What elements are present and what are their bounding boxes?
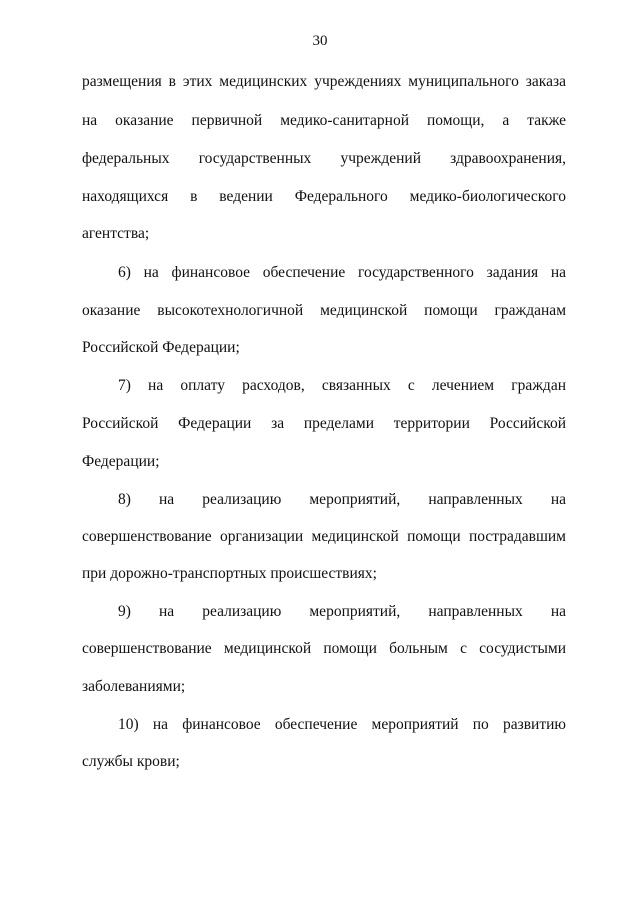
text-line: на оказание первичной медико-санитарной помощи, а также [82,112,566,129]
text-line: службы крови; [82,753,180,770]
text-line: Российской Федерации за пределами территории Российской [82,415,566,432]
text-line: Российской Федерации; [82,339,240,356]
text-line: совершенствование организации медицинской помощи пострадавшим [82,528,566,545]
text-line: совершенствование медицинской помощи больным с сосудистыми [82,640,566,657]
text-line: находящихся в ведении Федерального медико-биологического [82,188,566,205]
text-line: агентства; [82,225,150,242]
list-item-10-line: 10) на финансовое обеспечение мероприятий по развитию [118,716,566,733]
list-item-7-line: 7) на оплату расходов, связанных с лечением граждан [118,377,566,394]
page-number: 30 [312,33,328,49]
text-line: Федерации; [82,453,160,470]
text-line: заболеваниями; [82,678,186,695]
text-line: при дорожно-транспортных происшествиях; [82,565,377,582]
list-item-8-line: 8) на реализацию мероприятий, направленных на [118,491,566,508]
text-line: оказание высокотехнологичной медицинской помощи гражданам [82,302,566,319]
list-item-9-line: 9) на реализацию мероприятий, направленных на [118,603,566,620]
text-line: федеральных государственных учреждений здравоохранения, [82,150,566,167]
list-item-6-line: 6) на финансовое обеспечение государственного задания на [118,264,566,281]
text-line: размещения в этих медицинских учреждениях муниципального заказа [82,73,566,90]
